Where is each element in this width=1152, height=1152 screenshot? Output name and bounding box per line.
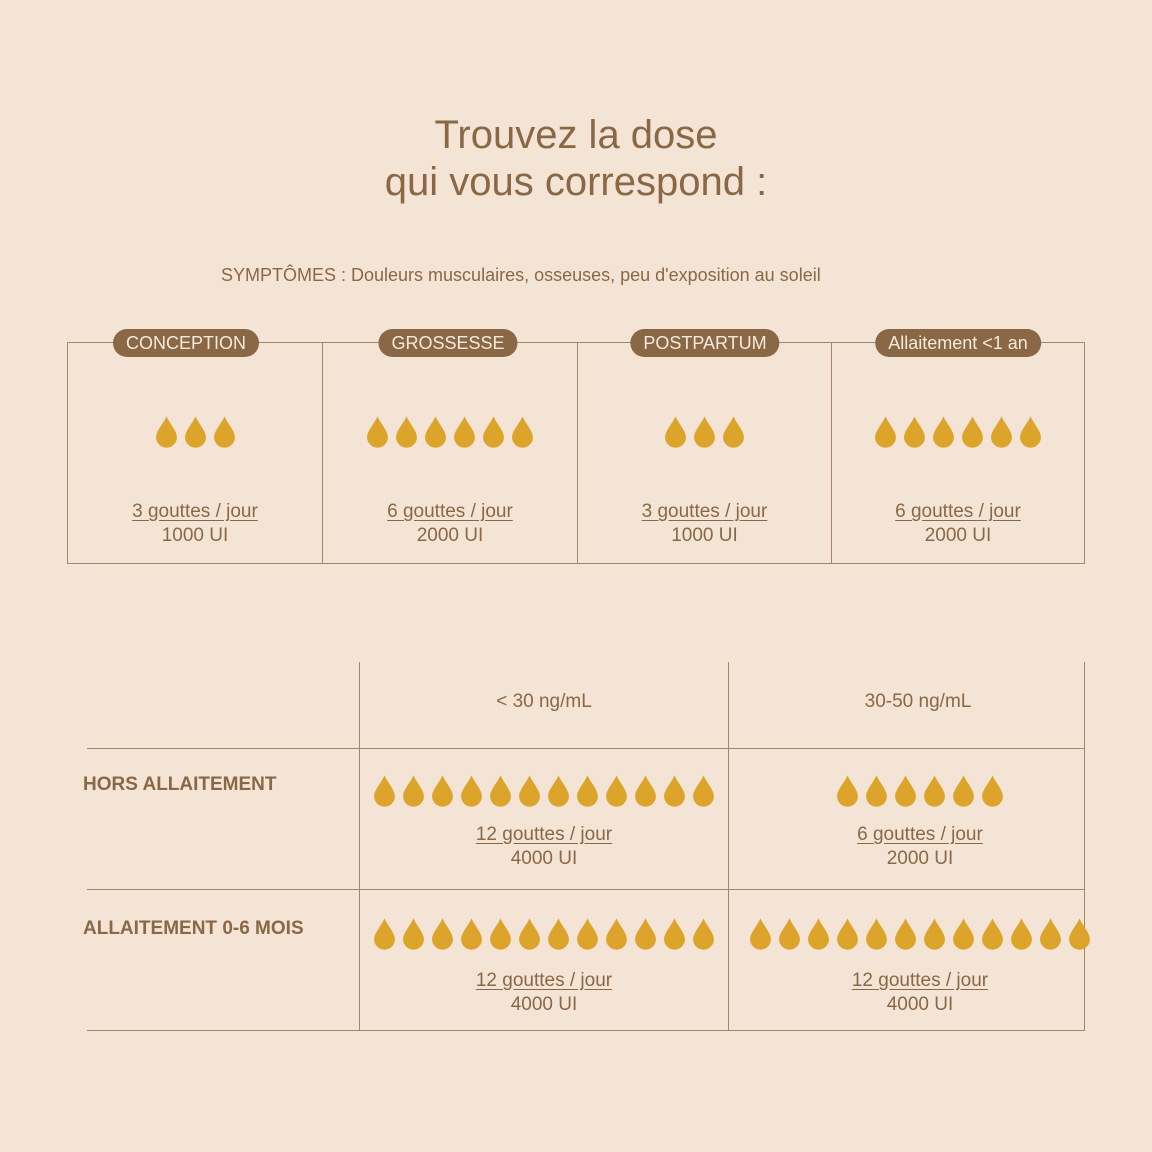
drop-row xyxy=(323,415,577,449)
dose-drops-text: 6 gouttes / jour xyxy=(387,501,513,522)
drop-icon xyxy=(423,415,448,449)
drop-icon xyxy=(517,917,542,951)
dose-ui-text: 4000 UI xyxy=(510,848,578,869)
dose-block xyxy=(729,823,1111,871)
dose-block xyxy=(360,969,728,1017)
dose-ui-text: 1000 UI xyxy=(671,525,738,546)
dose-ui-text: 4000 UI xyxy=(886,994,954,1015)
column-header-mid: 30-50 ng/mL xyxy=(864,691,972,712)
drop-icon xyxy=(575,917,600,951)
drop-row xyxy=(578,415,831,449)
dose-ui-text: 1000 UI xyxy=(161,525,229,546)
drop-icon xyxy=(633,917,658,951)
drop-icon xyxy=(893,774,918,808)
dose-block xyxy=(68,500,322,548)
drop-icon xyxy=(604,917,629,951)
dose-cell xyxy=(729,889,1111,1029)
drop-icon xyxy=(633,774,658,808)
drop-icon xyxy=(459,774,484,808)
drop-icon xyxy=(517,774,542,808)
drop-icon xyxy=(931,415,956,449)
dose-block xyxy=(832,500,1084,548)
drop-icon xyxy=(951,774,976,808)
drop-icon xyxy=(989,415,1014,449)
dose-drops-text: 6 gouttes / jour xyxy=(895,501,1021,522)
dose-ui-text: 2000 UI xyxy=(886,848,954,869)
column-header-low: < 30 ng/mL xyxy=(496,691,592,712)
dose-cell xyxy=(360,889,728,1029)
drop-row xyxy=(68,415,322,449)
dose-ui-text: 2000 UI xyxy=(416,525,484,546)
drop-icon xyxy=(488,774,513,808)
drop-row xyxy=(729,917,1111,951)
drop-icon xyxy=(510,415,535,449)
dose-ui-text: 2000 UI xyxy=(924,525,992,546)
dose-ui-text: 4000 UI xyxy=(510,994,578,1015)
drop-icon xyxy=(575,774,600,808)
drop-icon xyxy=(1009,917,1034,951)
drop-icon xyxy=(401,774,426,808)
drop-icon xyxy=(394,415,419,449)
drop-icon xyxy=(960,415,985,449)
drop-icon xyxy=(481,415,506,449)
page-title xyxy=(0,112,1152,206)
title-line-1: Trouvez la dose xyxy=(434,113,718,157)
drop-icon xyxy=(212,415,237,449)
drop-icon xyxy=(806,917,831,951)
drop-icon xyxy=(604,774,629,808)
stage-table xyxy=(67,333,1085,564)
stage-pill: POSTPARTUM xyxy=(630,329,779,357)
drop-icon xyxy=(980,774,1005,808)
stage-pill: Allaitement <1 an xyxy=(875,329,1041,357)
row-label-hors-allaitement: HORS ALLAITEMENT xyxy=(83,774,277,795)
drop-icon xyxy=(864,774,889,808)
drop-icon xyxy=(692,415,717,449)
drop-icon xyxy=(691,917,716,951)
drop-icon xyxy=(662,917,687,951)
drop-icon xyxy=(980,917,1005,951)
dose-block xyxy=(578,500,831,548)
stage-cell-postpartum xyxy=(577,333,831,563)
drop-icon xyxy=(452,415,477,449)
drop-icon xyxy=(459,917,484,951)
dose-block xyxy=(323,500,577,548)
drop-icon xyxy=(864,917,889,951)
drop-icon xyxy=(1067,917,1092,951)
drop-icon xyxy=(922,917,947,951)
drop-icon xyxy=(873,415,898,449)
dose-drops-text: 3 gouttes / jour xyxy=(641,501,768,522)
stage-cell-conception xyxy=(68,333,322,563)
row-label-allaitement: ALLAITEMENT 0-6 MOIS xyxy=(83,918,304,939)
drop-icon xyxy=(154,415,179,449)
drop-icon xyxy=(372,917,397,951)
stage-pill: GROSSESSE xyxy=(378,329,517,357)
drop-icon xyxy=(922,774,947,808)
drop-icon xyxy=(721,415,746,449)
symptoms-text: SYMPTÔMES : Douleurs musculaires, osseuses, peu d'exposition au soleil xyxy=(221,265,821,285)
drop-icon xyxy=(662,774,687,808)
drop-icon xyxy=(546,917,571,951)
drop-icon xyxy=(365,415,390,449)
drop-icon xyxy=(1038,917,1063,951)
drop-icon xyxy=(835,917,860,951)
stage-cell-grossesse xyxy=(322,333,577,563)
drop-icon xyxy=(1018,415,1043,449)
drop-row xyxy=(360,917,728,951)
drop-icon xyxy=(372,774,397,808)
dose-drops-text: 12 gouttes / jour xyxy=(475,824,613,845)
drop-icon xyxy=(902,415,927,449)
drop-icon xyxy=(748,917,773,951)
title-line-2: qui vous correspond : xyxy=(384,160,768,204)
drop-icon xyxy=(183,415,208,449)
stage-pill: CONCEPTION xyxy=(113,329,259,357)
drop-icon xyxy=(401,917,426,951)
dose-cell xyxy=(729,748,1111,888)
dose-block xyxy=(360,823,728,871)
dose-drops-text: 12 gouttes / jour xyxy=(851,970,989,991)
drop-icon xyxy=(951,917,976,951)
drop-icon xyxy=(430,774,455,808)
dose-drops-text: 3 gouttes / jour xyxy=(132,501,258,522)
dose-block xyxy=(729,969,1111,1017)
dose-cell xyxy=(360,748,728,888)
drop-icon xyxy=(777,917,802,951)
drop-icon xyxy=(663,415,688,449)
drop-icon xyxy=(691,774,716,808)
drop-icon xyxy=(430,917,455,951)
dose-drops-text: 12 gouttes / jour xyxy=(475,970,613,991)
drop-icon xyxy=(893,917,918,951)
dose-drops-text: 6 gouttes / jour xyxy=(857,824,983,845)
drop-row xyxy=(729,774,1111,808)
drop-icon xyxy=(546,774,571,808)
drop-icon xyxy=(835,774,860,808)
table-divider xyxy=(87,1030,1085,1031)
drop-row xyxy=(360,774,728,808)
drop-icon xyxy=(488,917,513,951)
stage-cell-allaitement xyxy=(831,333,1084,563)
drop-row xyxy=(832,415,1084,449)
